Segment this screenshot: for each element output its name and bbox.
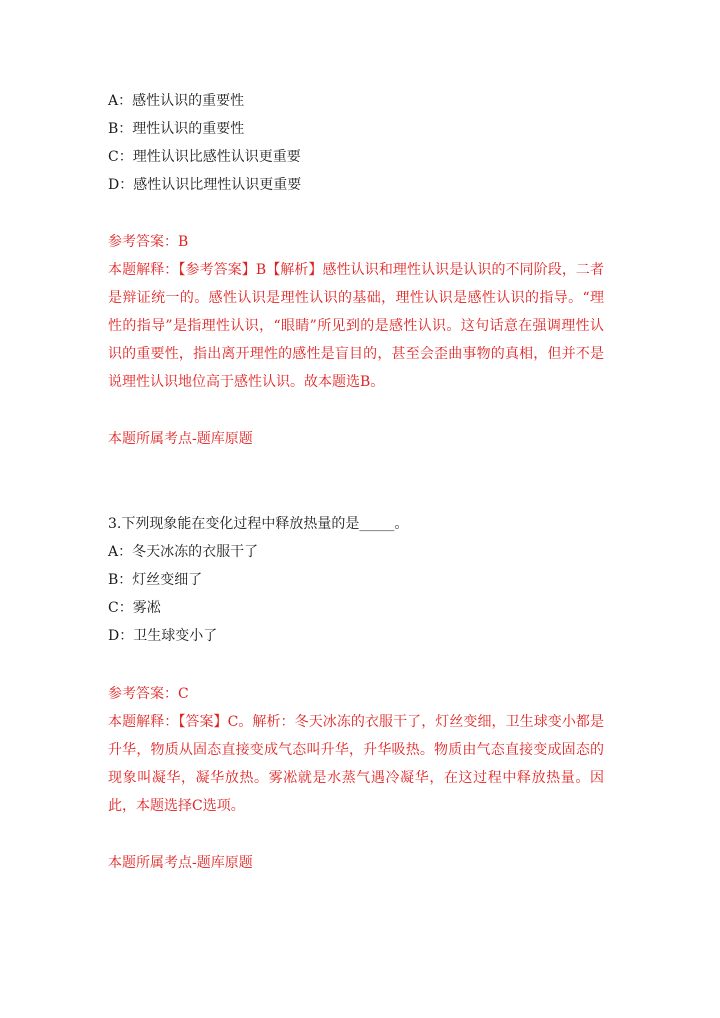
q2-option-a: A：感性认识的重要性 bbox=[108, 93, 245, 109]
q2-source: 本题所属考点-题库原题 bbox=[108, 431, 253, 447]
q3-option-a: A：冬天冰冻的衣服干了 bbox=[108, 544, 259, 560]
q3-answer: 参考答案：C bbox=[108, 686, 189, 702]
q3-explanation: 本题解释：【答案】C。解析：冬天冰冻的衣服干了，灯丝变细，卫生球变小都是升华，物质从固态直接变成气态叫升华，升华吸热。物质由气态直接变成固态的现象叫凝华，凝华放热。雾凇就是水蒸气遇冷凝华，在这过程中释放热量。因此，本题选择C选项。 bbox=[108, 714, 604, 814]
q3-option-c: C：雾凇 bbox=[108, 600, 161, 616]
q2-explanation: 本题解释：【参考答案】B【解析】感性认识和理性认识是认识的不同阶段，二者是辩证统一的。感性认识是理性认识的基础，理性认识是感性认识的指导。“理性的指导”是指理性认识，“眼睛”所见到的是感性认识。这句话意在强调理性认识的重要性，指出离开理性的感性是盲目的，甚至会歪曲事物的真相，但并不是说理性认识地位高于感性认识。故本题选B。 bbox=[108, 262, 604, 390]
q3-option-b: B：灯丝变细了 bbox=[108, 572, 203, 588]
q3-option-d: D：卫生球变小了 bbox=[108, 628, 218, 644]
q2-option-d: D：感性认识比理性认识更重要 bbox=[108, 177, 302, 193]
q2-answer: 参考答案：B bbox=[108, 234, 189, 250]
q3-question: 3.下列现象能在变化过程中释放热量的是_____。 bbox=[108, 516, 409, 532]
q3-source: 本题所属考点-题库原题 bbox=[108, 855, 253, 871]
q2-option-b: B：理性认识的重要性 bbox=[108, 121, 245, 137]
q2-option-c: C：理性认识比感性认识更重要 bbox=[108, 149, 301, 165]
